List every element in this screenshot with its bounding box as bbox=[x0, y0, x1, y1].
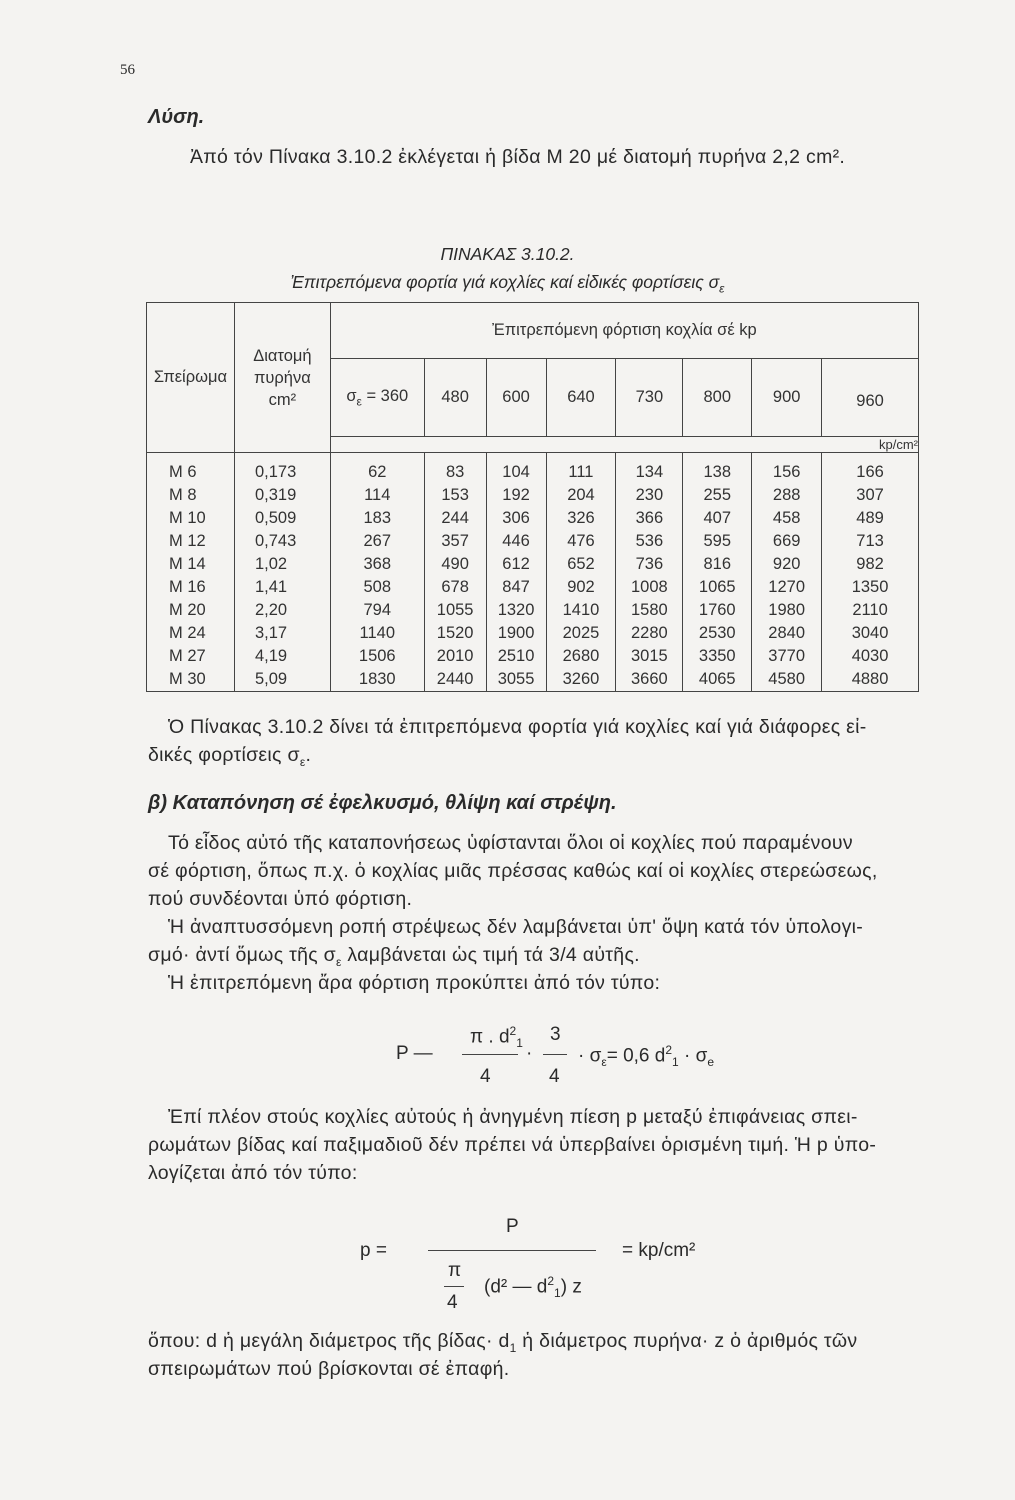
load-cell: 326 bbox=[546, 507, 616, 530]
table-row bbox=[147, 484, 919, 507]
load-cell: 111 bbox=[546, 453, 616, 485]
thread-cell: M 16 bbox=[147, 576, 235, 599]
formula1-den1: 4 bbox=[480, 1066, 491, 1087]
load-cell: 134 bbox=[616, 453, 683, 485]
formula1-dot: · bbox=[526, 1043, 533, 1064]
paragraph1-line2: σέ φόρτιση, ὅπως π.χ. ὁ κοχλίας μιᾶς πρέσσας καθώς καί οἱ κοχλίες στερεώσεως, bbox=[148, 860, 878, 882]
stress-header-360: $\sigma_\varepsilon = 360$ bbox=[330, 359, 424, 437]
load-cell: 490 bbox=[424, 553, 486, 576]
table-row bbox=[147, 622, 919, 645]
load-cell: 3015 bbox=[616, 645, 683, 668]
load-cell: 736 bbox=[616, 553, 683, 576]
stress-header: 730 bbox=[616, 359, 683, 437]
table-title bbox=[0, 272, 1015, 296]
paragraph1-line3: πού συνδέονται ὑπό φόρτιση. bbox=[148, 888, 413, 910]
table-row bbox=[147, 507, 919, 530]
thread-cell: M 20 bbox=[147, 599, 235, 622]
stress-header: 480 bbox=[424, 359, 486, 437]
paragraph1-line1: Τό εἶδος αὐτό τῆς καταπονήσεως ὑφίστανται ὅλοι οἱ κοχλίες πού παραμένουν bbox=[168, 832, 853, 854]
load-cell: 3040 bbox=[822, 622, 919, 645]
table-row bbox=[147, 668, 919, 692]
formula1-den2: 4 bbox=[549, 1066, 560, 1087]
header-allowable-load: Ἐπιτρεπόμενη φόρτιση κοχλία σέ kp bbox=[330, 303, 918, 359]
load-cell: 407 bbox=[683, 507, 752, 530]
formula2-four: 4 bbox=[447, 1292, 458, 1313]
load-cell: 1520 bbox=[424, 622, 486, 645]
after-table-line1: Ὁ Πίνακας 3.10.2 δίνει τά ἐπιτρεπόμενα φορτία γιά κοχλίες καί γιά διάφορες εἰ- bbox=[168, 716, 867, 738]
area-cell: 0,509 bbox=[234, 507, 330, 530]
stress-header: 600 bbox=[486, 359, 546, 437]
table-number: ΠΙΝΑΚΑΣ 3.10.2. bbox=[440, 244, 575, 264]
formula1-num1: π . $d^2_1$ bbox=[470, 1024, 523, 1051]
load-cell: 244 bbox=[424, 507, 486, 530]
allowable-loads-table bbox=[146, 302, 919, 692]
load-cell: 1580 bbox=[616, 599, 683, 622]
load-cell: 652 bbox=[546, 553, 616, 576]
load-cell: 62 bbox=[330, 453, 424, 485]
load-cell: 2010 bbox=[424, 645, 486, 668]
header-area-l2: πυρήνα bbox=[254, 368, 311, 387]
load-cell: 153 bbox=[424, 484, 486, 507]
load-cell: 104 bbox=[486, 453, 546, 485]
thread-cell: M 14 bbox=[147, 553, 235, 576]
formula1-fraction-bar2 bbox=[543, 1054, 567, 1055]
stress-header: 960 bbox=[822, 359, 919, 437]
paragraph4-line2: ρωμάτων βίδας καί παξιμαδιοῦ δέν πρέπει νά ὑπερβαίνει ὁρισμένη τιμή. Ἡ p ὑπο- bbox=[148, 1134, 877, 1156]
load-cell: 595 bbox=[683, 530, 752, 553]
formula2-rhs: = kp/cm² bbox=[622, 1240, 696, 1261]
thread-cell: M 10 bbox=[147, 507, 235, 530]
load-cell: 1065 bbox=[683, 576, 752, 599]
load-cell: 713 bbox=[822, 530, 919, 553]
load-cell: 458 bbox=[752, 507, 822, 530]
table-row bbox=[147, 599, 919, 622]
load-cell: 288 bbox=[752, 484, 822, 507]
table-title-sub: ε bbox=[719, 281, 725, 296]
load-cell: 1900 bbox=[486, 622, 546, 645]
load-cell: 2840 bbox=[752, 622, 822, 645]
table-row bbox=[147, 576, 919, 599]
load-cell: 3660 bbox=[616, 668, 683, 692]
page-number: 56 bbox=[120, 62, 135, 78]
formula1-lhs: P — bbox=[396, 1043, 433, 1064]
load-cell: 3770 bbox=[752, 645, 822, 668]
thread-cell: M 6 bbox=[147, 453, 235, 485]
load-cell: 2025 bbox=[546, 622, 616, 645]
load-cell: 1506 bbox=[330, 645, 424, 668]
header-core-area bbox=[234, 303, 330, 453]
load-cell: 476 bbox=[546, 530, 616, 553]
load-cell: 669 bbox=[752, 530, 822, 553]
load-cell: 267 bbox=[330, 530, 424, 553]
thread-cell: M 27 bbox=[147, 645, 235, 668]
final-para-line1: ὅπου: d ἡ μεγάλη διάμετρος τῆς $\beta ί\delta\alpha\varsigma\cdot d_1$ ἡ διάμετρος πυρήνα· z ὁ ἀριθμός τῶν bbox=[148, 1330, 858, 1355]
stress-header: 900 bbox=[752, 359, 822, 437]
paragraph2-line1: Ἡ ἀναπτυσσόμενη ροπή στρέψεως δέν λαμβάνεται ὑπ' ὄψη κατά τόν ὑπολογι- bbox=[168, 916, 864, 938]
area-cell: 2,20 bbox=[234, 599, 330, 622]
table-row bbox=[147, 645, 919, 668]
load-cell: 306 bbox=[486, 507, 546, 530]
area-cell: 0,173 bbox=[234, 453, 330, 485]
load-cell: 192 bbox=[486, 484, 546, 507]
load-cell: 2280 bbox=[616, 622, 683, 645]
formula1-fraction-bar1 bbox=[462, 1054, 518, 1055]
units-label: kp/cm² bbox=[330, 437, 918, 453]
formula1-num2: 3 bbox=[550, 1024, 561, 1045]
load-cell: 2530 bbox=[683, 622, 752, 645]
paragraph2-line2: σμό· ἀντί ὅμως τῆς $\sigma_\varepsilon$ λαμβάνεται ὡς τιμή τά 3/4 αὐτῆς. bbox=[148, 944, 640, 969]
load-cell: 138 bbox=[683, 453, 752, 485]
load-cell: 1140 bbox=[330, 622, 424, 645]
load-cell: 3350 bbox=[683, 645, 752, 668]
load-cell: 1830 bbox=[330, 668, 424, 692]
load-cell: 2510 bbox=[486, 645, 546, 668]
load-cell: 1980 bbox=[752, 599, 822, 622]
load-cell: 1270 bbox=[752, 576, 822, 599]
load-cell: 366 bbox=[616, 507, 683, 530]
formula1-rhs: · $\sigma_\varepsilon= 0,6$ $d^2_1 \cdot \sigma_e$ bbox=[578, 1043, 715, 1070]
load-cell: 612 bbox=[486, 553, 546, 576]
after-table-line2: δικές φορτίσεις $\sigma_\varepsilon$. bbox=[148, 744, 312, 769]
load-cell: 508 bbox=[330, 576, 424, 599]
formula2-lhs: p = bbox=[360, 1240, 387, 1261]
thread-cell: M 8 bbox=[147, 484, 235, 507]
formula2-den: (d² — $d^2_1$) z bbox=[484, 1274, 582, 1301]
load-cell: 368 bbox=[330, 553, 424, 576]
area-cell: 5,09 bbox=[234, 668, 330, 692]
load-cell: 816 bbox=[683, 553, 752, 576]
load-cell: 902 bbox=[546, 576, 616, 599]
formula2-fraction-bar bbox=[428, 1250, 596, 1251]
solution-label: Λύση. bbox=[148, 106, 205, 128]
thread-cell: M 24 bbox=[147, 622, 235, 645]
load-cell: 230 bbox=[616, 484, 683, 507]
load-cell: 4030 bbox=[822, 645, 919, 668]
intro-sentence: Ἀπό τόν Πίνακα 3.10.2 ἐκλέγεται ἡ βίδα Μ 20 μέ διατομή πυρήνα 2,2 cm². bbox=[190, 146, 846, 168]
formula2-numerator: P bbox=[506, 1216, 519, 1237]
load-cell: 1410 bbox=[546, 599, 616, 622]
header-area-l3: cm² bbox=[268, 390, 297, 409]
load-cell: 678 bbox=[424, 576, 486, 599]
load-cell: 2110 bbox=[822, 599, 919, 622]
final-para-line2: σπειρωμάτων πού βρίσκονται σέ ἐπαφή. bbox=[148, 1358, 510, 1380]
load-cell: 183 bbox=[330, 507, 424, 530]
paragraph4-line1: Ἐπί πλέον στούς κοχλίες αὐτούς ἡ ἀνηγμένη πίεση p μεταξύ ἐπιφάνειας σπει- bbox=[168, 1106, 858, 1128]
load-cell: 255 bbox=[683, 484, 752, 507]
load-cell: 357 bbox=[424, 530, 486, 553]
section-b-heading: β) Καταπόνηση σέ ἐφελκυσμό, θλίψη καί στρέψη. bbox=[148, 792, 617, 814]
load-cell: 847 bbox=[486, 576, 546, 599]
thread-cell: M 12 bbox=[147, 530, 235, 553]
stress-header: 640 bbox=[546, 359, 616, 437]
area-cell: 0,319 bbox=[234, 484, 330, 507]
load-cell: 2680 bbox=[546, 645, 616, 668]
load-cell: 536 bbox=[616, 530, 683, 553]
paragraph4-line3: λογίζεται ἀπό τόν τύπο: bbox=[148, 1162, 358, 1184]
load-cell: 794 bbox=[330, 599, 424, 622]
area-cell: 3,17 bbox=[234, 622, 330, 645]
load-cell: 1055 bbox=[424, 599, 486, 622]
load-cell: 83 bbox=[424, 453, 486, 485]
table-row bbox=[147, 530, 919, 553]
area-cell: 4,19 bbox=[234, 645, 330, 668]
load-cell: 920 bbox=[752, 553, 822, 576]
area-cell: 0,743 bbox=[234, 530, 330, 553]
table-title-text: Ἐπιτρεπόμενα φορτία γιά κοχλίες καί εἰδικές φορτίσεις σ bbox=[290, 272, 720, 292]
table-row bbox=[147, 453, 919, 485]
load-cell: 4580 bbox=[752, 668, 822, 692]
load-cell: 156 bbox=[752, 453, 822, 485]
paragraph3: Ἡ ἐπιτρεπόμενη ἄρα φόρτιση προκύπτει ἀπό τόν τύπο: bbox=[168, 972, 661, 994]
load-cell: 489 bbox=[822, 507, 919, 530]
load-cell: 3055 bbox=[486, 668, 546, 692]
load-cell: 1320 bbox=[486, 599, 546, 622]
stress-header: 800 bbox=[683, 359, 752, 437]
load-cell: 1760 bbox=[683, 599, 752, 622]
load-cell: 1008 bbox=[616, 576, 683, 599]
load-cell: 446 bbox=[486, 530, 546, 553]
formula2-pi: π bbox=[448, 1260, 462, 1281]
load-cell: 4065 bbox=[683, 668, 752, 692]
header-thread: Σπείρωμα bbox=[147, 303, 235, 453]
area-cell: 1,41 bbox=[234, 576, 330, 599]
load-cell: 4880 bbox=[822, 668, 919, 692]
load-cell: 982 bbox=[822, 553, 919, 576]
area-cell: 1,02 bbox=[234, 553, 330, 576]
header-area-l1: Διατομή bbox=[253, 346, 312, 365]
load-cell: 166 bbox=[822, 453, 919, 485]
formula2-pi-bar bbox=[444, 1286, 464, 1287]
load-cell: 307 bbox=[822, 484, 919, 507]
load-cell: 204 bbox=[546, 484, 616, 507]
load-cell: 1350 bbox=[822, 576, 919, 599]
thread-cell: M 30 bbox=[147, 668, 235, 692]
load-cell: 3260 bbox=[546, 668, 616, 692]
load-cell: 114 bbox=[330, 484, 424, 507]
table-row bbox=[147, 553, 919, 576]
load-cell: 2440 bbox=[424, 668, 486, 692]
